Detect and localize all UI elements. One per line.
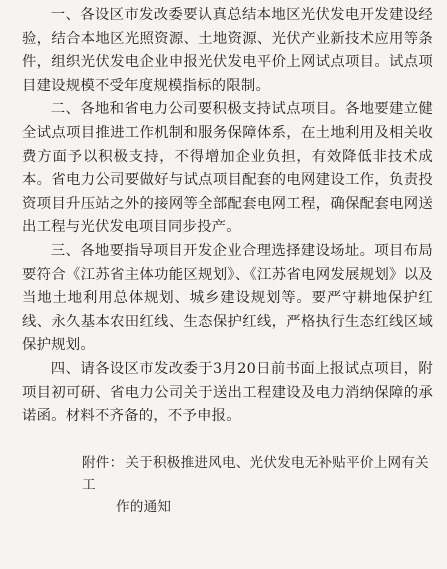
- paragraph-3: 三、各地要指导项目开发企业合理选择建设场址。项目布局要符合《江苏省主体功能区规划》、《江苏省电网发展规划》以及当地土地利用总体规划、城乡建设规划等。要严守耕地保护红线、永久基本农田红线、生态保护红线，严格执行生态红线区域保护规划。: [22, 242, 433, 354]
- attachment-note: [22, 452, 433, 518]
- attachment-label: 附件：: [82, 454, 124, 471]
- paragraph-4: 四、请各设区市发改委于3月20日前书面上报试点项目，附项目初可研、省电力公司关于送出工程建设及电力消纳保障的承诺函。材料不齐备的，不予申报。: [22, 360, 433, 425]
- attachment-title-line2: 作的通知: [116, 498, 172, 515]
- paragraph-1: 一、各设区市发改委要认真总结本地区光伏发电开发建设经验，结合本地区光照资源、土地资源、光伏产业新技术应用等条件，组织光伏发电企业申报光伏发电平价上网试点项目。试点项目建设规模不受年度规模指标的限制。: [22, 7, 433, 94]
- paragraph-2: 二、各地和省电力公司要积极支持试点项目。各地要建立健全试点项目推进工作机制和服务保障体系，在土地利用及相关收费方面予以积极支持，不得增加企业负担，有效降低非技术成本。省电力公司要做好与试点项目配套的电网建设工作，负责投资项目升压站之外的接网等全部配套电网工程，确保配套电网送出工程与光伏发电项目同步投产。: [22, 101, 433, 236]
- attachment-title-line1: 关于积极推进风电、光伏发电无补贴平价上网有关工: [82, 454, 429, 493]
